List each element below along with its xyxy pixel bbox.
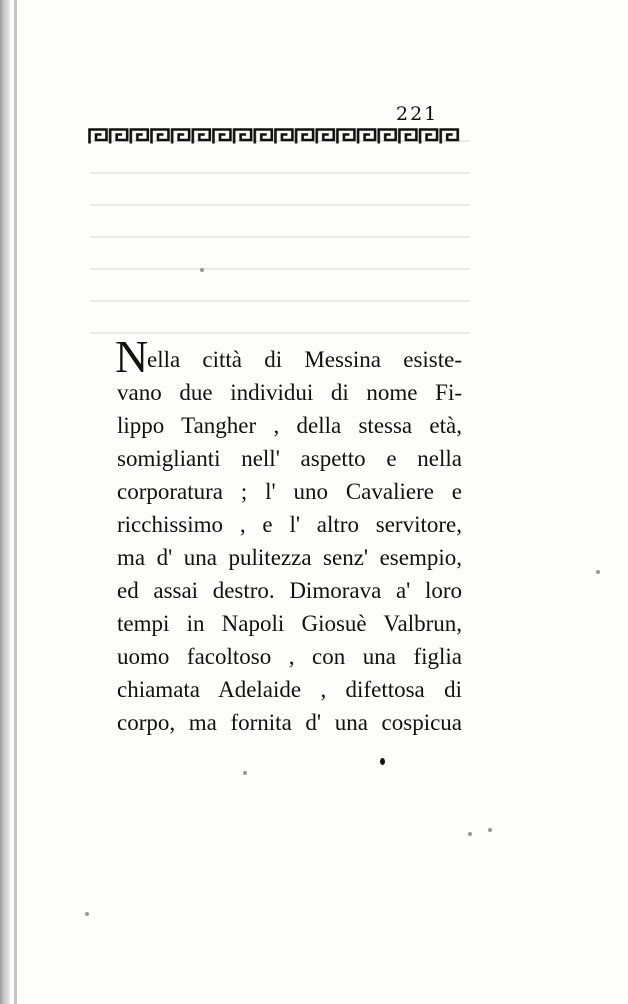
body-paragraph bbox=[115, 331, 462, 739]
paper-speck bbox=[200, 268, 204, 272]
binding-edge bbox=[14, 0, 17, 1004]
paper-speck bbox=[85, 912, 89, 916]
ink-dot bbox=[380, 758, 385, 765]
text-line-12: corpo, ma fornita d' una cospicua bbox=[117, 710, 462, 735]
text-line-1-content: ella città di Messina esiste- bbox=[147, 347, 462, 372]
text-line-6: ricchissimo , e l' altro servitore, bbox=[117, 512, 462, 537]
paper-speck bbox=[596, 570, 600, 574]
drop-cap: N bbox=[115, 331, 149, 382]
text-line-3: lippo Tangher , della stessa età, bbox=[117, 413, 462, 438]
paper-speck bbox=[468, 832, 472, 836]
text-line-1 bbox=[115, 331, 462, 382]
binding-shadow bbox=[0, 0, 10, 1004]
text-line-8: ed assai destro. Dimorava a' loro bbox=[117, 578, 462, 603]
text-line-2: vano due individui di nome Fi- bbox=[117, 380, 462, 405]
paper-speck bbox=[488, 828, 492, 832]
page-number: 221 bbox=[396, 103, 439, 125]
text-line-7: ma d' una pulitezza senz' esempio, bbox=[117, 545, 462, 570]
text-line-10: uomo facoltoso , con una figlia bbox=[117, 644, 462, 669]
text-line-4: somiglianti nell' aspetto e nella bbox=[117, 446, 462, 471]
greek-key-border-icon bbox=[88, 128, 460, 145]
text-line-9: tempi in Napoli Giosuè Valbrun, bbox=[117, 611, 462, 636]
text-line-11: chiamata Adelaide , difettosa di bbox=[117, 677, 462, 702]
text-line-5: corporatura ; l' uno Cavaliere e bbox=[117, 479, 462, 504]
paper-speck bbox=[243, 771, 247, 775]
